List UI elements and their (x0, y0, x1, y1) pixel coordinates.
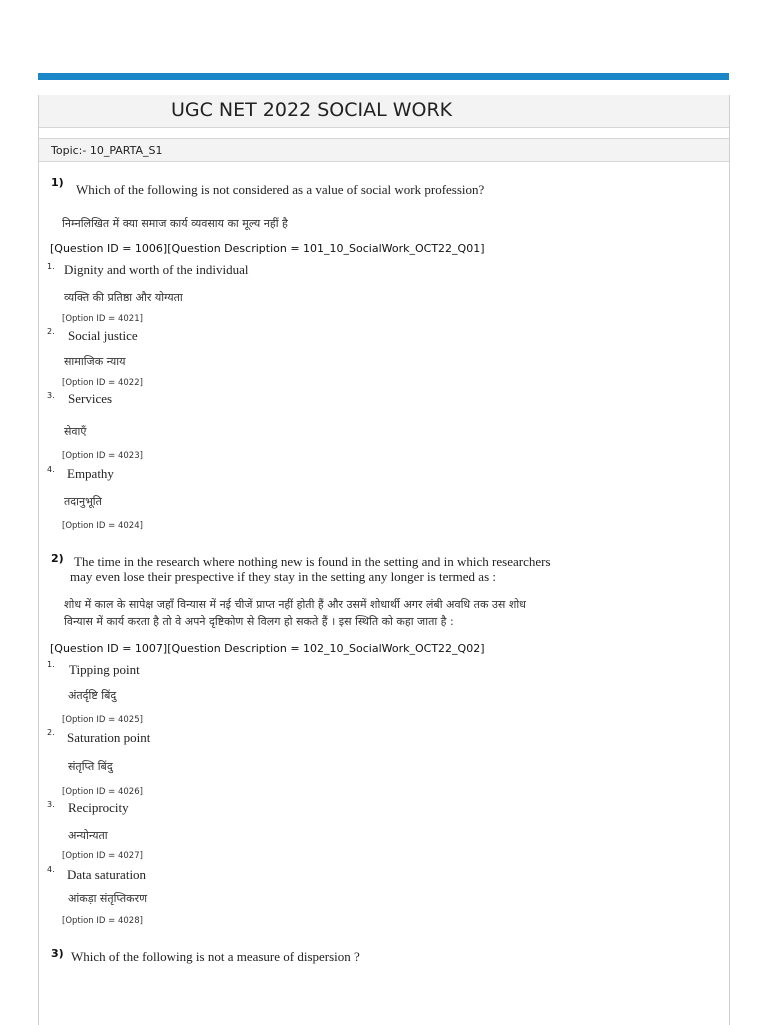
option-text: Reciprocity (68, 800, 129, 815)
option-text-hindi: अंतर्दृष्टि बिंदु (68, 689, 117, 702)
option-number: 4. (47, 865, 55, 874)
option-text: Saturation point (67, 730, 151, 745)
option-text: Empathy (67, 466, 114, 481)
option-number: 1. (47, 262, 55, 271)
option-id: [Option ID = 4024] (62, 521, 143, 531)
option-text: Data saturation (67, 867, 147, 882)
option-text-hindi: व्यक्ति की प्रतिष्ठा और योग्यता (64, 291, 183, 304)
option-id: [Option ID = 4026] (62, 787, 143, 797)
option-id: [Option ID = 4027] (62, 851, 143, 861)
option-text-hindi: संतृप्ति बिंदु (68, 760, 113, 773)
question-text: Which of the following is not a measure of dispersion ? (71, 949, 360, 964)
option-id: [Option ID = 4021] (62, 314, 143, 324)
question-id: [Question ID = 1007][Question Description = 102_10_SocialWork_OCT22_Q02] (50, 642, 485, 655)
option-text: Tipping point (69, 662, 140, 677)
question-text-hindi-line-2: विन्यास में कार्य करता है तो वे अपने दृष्टिकोण से विलग हो सकते हैं । इस स्थिति को कहा जाता है : (64, 615, 454, 628)
page-title: UGC NET 2022 SOCIAL WORK (171, 99, 453, 121)
option-number: 2. (47, 728, 55, 737)
option-number: 1. (47, 660, 55, 669)
topic-label: Topic:- 10_PARTA_S1 (51, 144, 163, 157)
option-number: 4. (47, 465, 55, 474)
option-text: Social justice (68, 328, 138, 343)
option-text-hindi: सेवाएँ (64, 425, 87, 438)
option-id: [Option ID = 4025] (62, 715, 143, 725)
title-band (39, 95, 729, 128)
question-text-line-2: may even lose their prespective if they stay in the setting any longer is termed as : (70, 569, 496, 584)
option-number: 3. (47, 800, 55, 809)
option-number: 2. (47, 327, 55, 336)
topic-band (39, 139, 729, 162)
option-text: Services (68, 391, 113, 406)
question-id: [Question ID = 1006][Question Description = 101_10_SocialWork_OCT22_Q01] (50, 242, 485, 255)
option-text-hindi: सामाजिक न्याय (64, 355, 126, 368)
option-id: [Option ID = 4022] (62, 378, 143, 388)
question-number: 1) (51, 176, 64, 189)
question-number: 3) (51, 947, 64, 960)
option-text-hindi: तदानुभूति (64, 495, 102, 508)
separator-band (39, 128, 729, 139)
question-number: 2) (51, 552, 64, 565)
top-accent-bar (38, 73, 729, 80)
question-text-hindi-line-1: शोध में काल के सापेक्ष जहाँ विन्यास में नई चीजें प्राप्त नहीं होती हैं और उसमें शोधार्थी अगर लंबी अवधि तक उस शोध (64, 598, 526, 611)
question-text: Which of the following is not considered as a value of social work profession? (76, 182, 485, 197)
question-text-line-1: The time in the research where nothing new is found in the setting and in which researchers (74, 554, 551, 569)
option-id: [Option ID = 4023] (62, 451, 143, 461)
option-text-hindi: आंकड़ा संतृप्तिकरण (68, 892, 148, 905)
question-text-hindi: निम्नलिखित में क्या समाज कार्य व्यवसाय का मूल्य नहीं है (62, 217, 288, 230)
option-id: [Option ID = 4028] (62, 916, 143, 926)
option-text-hindi: अन्योन्यता (68, 829, 108, 842)
option-number: 3. (47, 391, 55, 400)
option-text: Dignity and worth of the individual (64, 262, 249, 277)
